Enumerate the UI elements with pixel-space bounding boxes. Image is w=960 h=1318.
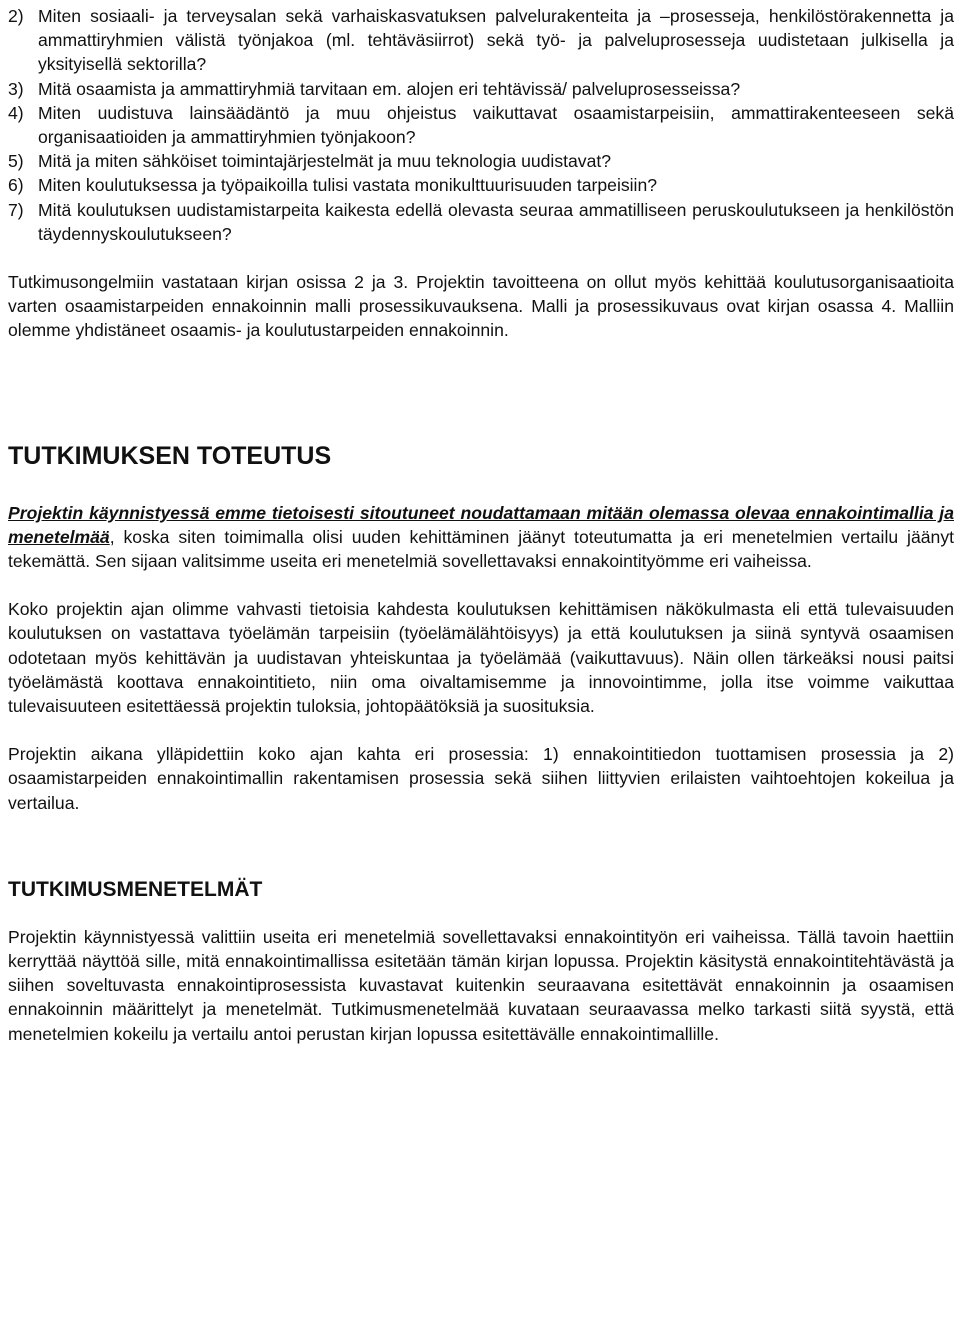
list-item-text: Miten uudistuva lainsäädäntö ja muu ohjeistus vaikuttavat osaamistarpeisiin, ammattirakenteeseen sekä organisaatioiden ja ammattiryhmien työnjakoon? (38, 102, 954, 148)
list-item (8, 4, 954, 77)
list-item-number: 7) (8, 199, 24, 220)
list-item (8, 173, 954, 197)
list-item (8, 149, 954, 173)
list-item-text: Miten koulutuksessa ja työpaikoilla tulisi vastata monikulttuurisuuden tarpeisiin? (38, 175, 658, 196)
list-item-text: Mitä koulutuksen uudistamistarpeita kaikesta edellä olevasta seuraa ammatilliseen peruskoulutukseen ja henkilöstön täydennyskoulutukseen? (38, 199, 954, 244)
emphasis-text: Projektin käynnistyessä emme tietoisesti sitoutuneet noudattamaan mitään olemassa olevaa ennakointimallia ja menetelmää (8, 502, 954, 547)
list-item-number: 6) (8, 175, 24, 196)
list-item (8, 77, 954, 101)
list-item-text: Miten sosiaali- ja terveysalan sekä varhaiskasvatuksen palvelurakenteita ja –prosesseja, henkilöstörakennetta ja ammattiryhmien välistä työnjakoa (ml. tehtäväsiirrot) sekä työ- ja palveluprosesseja uudistetaan julkisella ja yksityisellä sektorilla? (38, 6, 954, 75)
section-heading-toteutus: TUTKIMUKSEN TOTEUTUS (8, 441, 332, 470)
section-heading-menetelmat: TUTKIMUSMENETELMÄT (8, 877, 263, 901)
list-item-number: 2) (8, 6, 24, 26)
section1-paragraph-2: Koko projektin ajan olimme vahvasti tietoisia kahdesta koulutuksen kehittämisen näkökulmasta eli että tulevaisuuden koulutuksen on vastattava työelämän tarpeisiin (työelämälähtöisyys) ja että koulutuksen ja siinä syntyvä osaamisen odotetaan myös kehittävän ja uudistavan yhteiskuntaa ja työelämää (vaikuttavuus). Näin ollen tärkeäksi nousi paitsi työelämästä koottava ennakointitieto, niin oma oivaltamisemme ja innovointimme, jolla itse voimme vaikuttaa tulevaisuuteen esitettäessä projektin tuloksia, johtopäätöksiä ja suosituksia. (8, 599, 954, 717)
list-item-number: 5) (8, 151, 24, 172)
list-item-number: 3) (8, 78, 24, 99)
paragraph-text: , koska siten toimimalla olisi uuden kehittäminen jäänyt toteutumatta ja eri menetelmien vertailu jäänyt tekemättä. Sen sijaan valitsimme useita eri menetelmiä sovellettavaksi ennakointityömme eri vaiheissa. (8, 526, 954, 572)
section1-paragraph-3: Projektin aikana ylläpidettiin koko ajan kahta eri prosessia: 1) ennakointitiedon tuottamisen prosessia ja 2) osaamistarpeiden ennakointimallin rakentamisen prosessia sekä siihen liittyvien erilaisten vaihtoehtojen kokeilua ja vertailua. (8, 744, 954, 813)
section2-paragraph-1: Projektin käynnistyessä valittiin useita eri menetelmiä sovellettavaksi ennakointityön eri vaiheissa. Tällä tavoin haettiin kerryttää näyttöä sille, mitä ennakointimallissa esitetään tämän kirjan lopussa. Projektin käsitystä ennakointitehtävästä ja siihen soveltuvasta ennakointiprosessista kuvastavat kuitenkin seuraavana esitettävät ennakoinnin ja osaamisen ennakoinnin määrittelyt ja menetelmät. Tutkimusmenetelmää kuvataan seuraavassa melko tarkasti siitä syystä, että menetelmien kokeilu ja vertailu antoi perustan kirjan lopussa esitettävälle ennakointimallille. (8, 926, 954, 1044)
document-page (8, 4, 954, 1046)
research-questions-list (8, 4, 954, 246)
list-item-text: Mitä ja miten sähköiset toimintajärjestelmät ja muu teknologia uudistavat? (38, 151, 612, 172)
list-item-number: 4) (8, 102, 24, 123)
intro-paragraph: Tutkimusongelmiin vastataan kirjan osissa 2 ja 3. Projektin tavoitteena on ollut myös kehittää koulutusorganisaatioita varten osaamistarpeiden ennakoinnin malli prosessikuvauksena. Malli ja prosessikuvaus ovat kirjan osassa 4. Malliin olemme yhdistäneet osaamis- ja koulutustarpeiden ennakoinnin. (8, 272, 954, 341)
list-item (8, 198, 954, 246)
list-item-text: Mitä osaamista ja ammattiryhmiä tarvitaan em. alojen eri tehtävissä/ palveluprosesseissa? (38, 78, 741, 99)
section1-paragraph-1 (8, 501, 954, 574)
list-item (8, 101, 954, 149)
